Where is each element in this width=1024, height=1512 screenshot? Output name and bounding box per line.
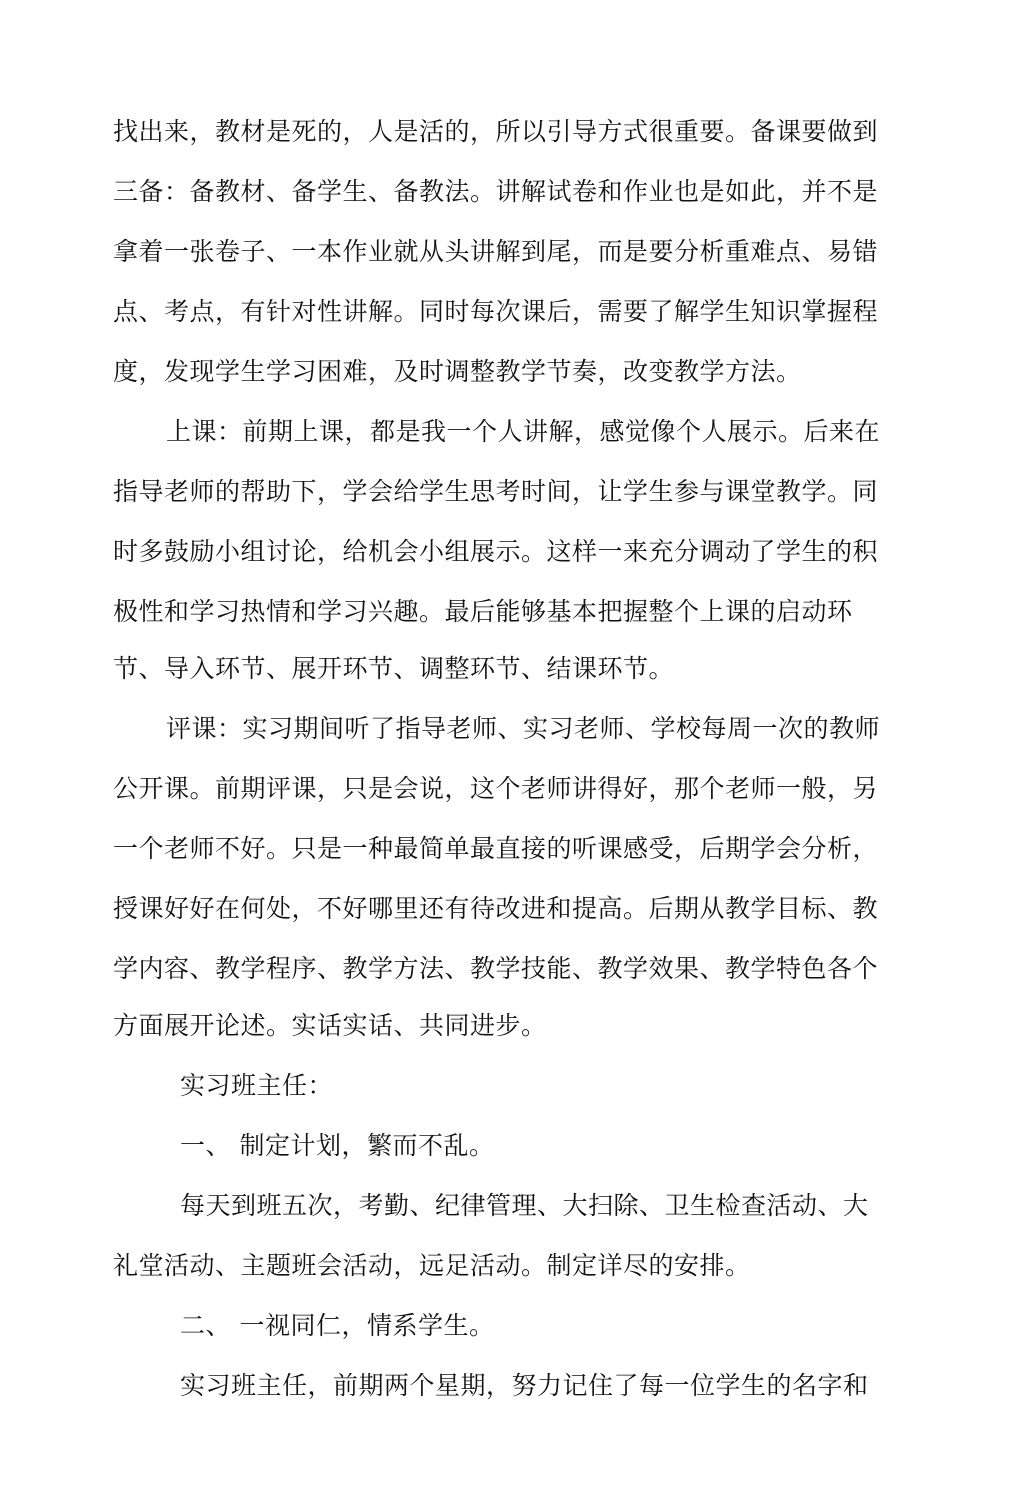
text-line: 方面展开论述。实话实话、共同进步。: [113, 1011, 547, 1040]
text-line: 找出来，教材是死的，人是活的，所以引导方式很重要。备课要做到: [113, 117, 879, 146]
text-line: 礼堂活动、主题班会活动，远足活动。制定详尽的安排。: [113, 1251, 751, 1280]
text-line: 一个老师不好。只是一种最简单最直接的听课感受，后期学会分析，: [113, 834, 879, 863]
text-line: 每天到班五次，考勤、纪律管理、大扫除、卫生检查活动、大: [180, 1191, 869, 1220]
text-line: 三备：备教材、备学生、备教法。讲解试卷和作业也是如此，并不是: [113, 177, 879, 206]
text-line: 公开课。前期评课，只是会说，这个老师讲得好，那个老师一般，另: [113, 774, 879, 803]
text-line: 学内容、教学程序、教学方法、教学技能、教学效果、教学特色各个: [113, 954, 879, 983]
text-line: 度，发现学生学习困难，及时调整教学节奏，改变教学方法。: [113, 357, 802, 386]
text-line: 评课：实习期间听了指导老师、实习老师、学校每周一次的教师: [166, 714, 881, 743]
text-line: 节、导入环节、展开环节、调整环节、结课环节。: [113, 654, 675, 683]
text-line: 实习班主任，前期两个星期，努力记住了每一位学生的名字和: [180, 1371, 869, 1400]
text-line: 时多鼓励小组讨论，给机会小组展示。这样一来充分调动了学生的积: [113, 537, 879, 566]
text-line: 指导老师的帮助下，学会给学生思考时间，让学生参与课堂教学。同: [113, 477, 879, 506]
subsection-heading: 一、 制定计划，繁而不乱。: [180, 1131, 495, 1160]
section-heading: 实习班主任：: [180, 1071, 334, 1100]
text-line: 授课好好在何处，不好哪里还有待改进和提高。后期从教学目标、教: [113, 894, 879, 923]
text-line: 上课：前期上课，都是我一个人讲解，感觉像个人展示。后来在: [166, 417, 881, 446]
text-line: 极性和学习热情和学习兴趣。最后能够基本把握整个上课的启动环: [113, 597, 853, 626]
subsection-heading: 二、 一视同仁，情系学生。: [180, 1311, 495, 1340]
text-line: 点、考点，有针对性讲解。同时每次课后，需要了解学生知识掌握程: [113, 297, 879, 326]
text-line: 拿着一张卷子、一本作业就从头讲解到尾，而是要分析重难点、易错: [113, 237, 879, 266]
